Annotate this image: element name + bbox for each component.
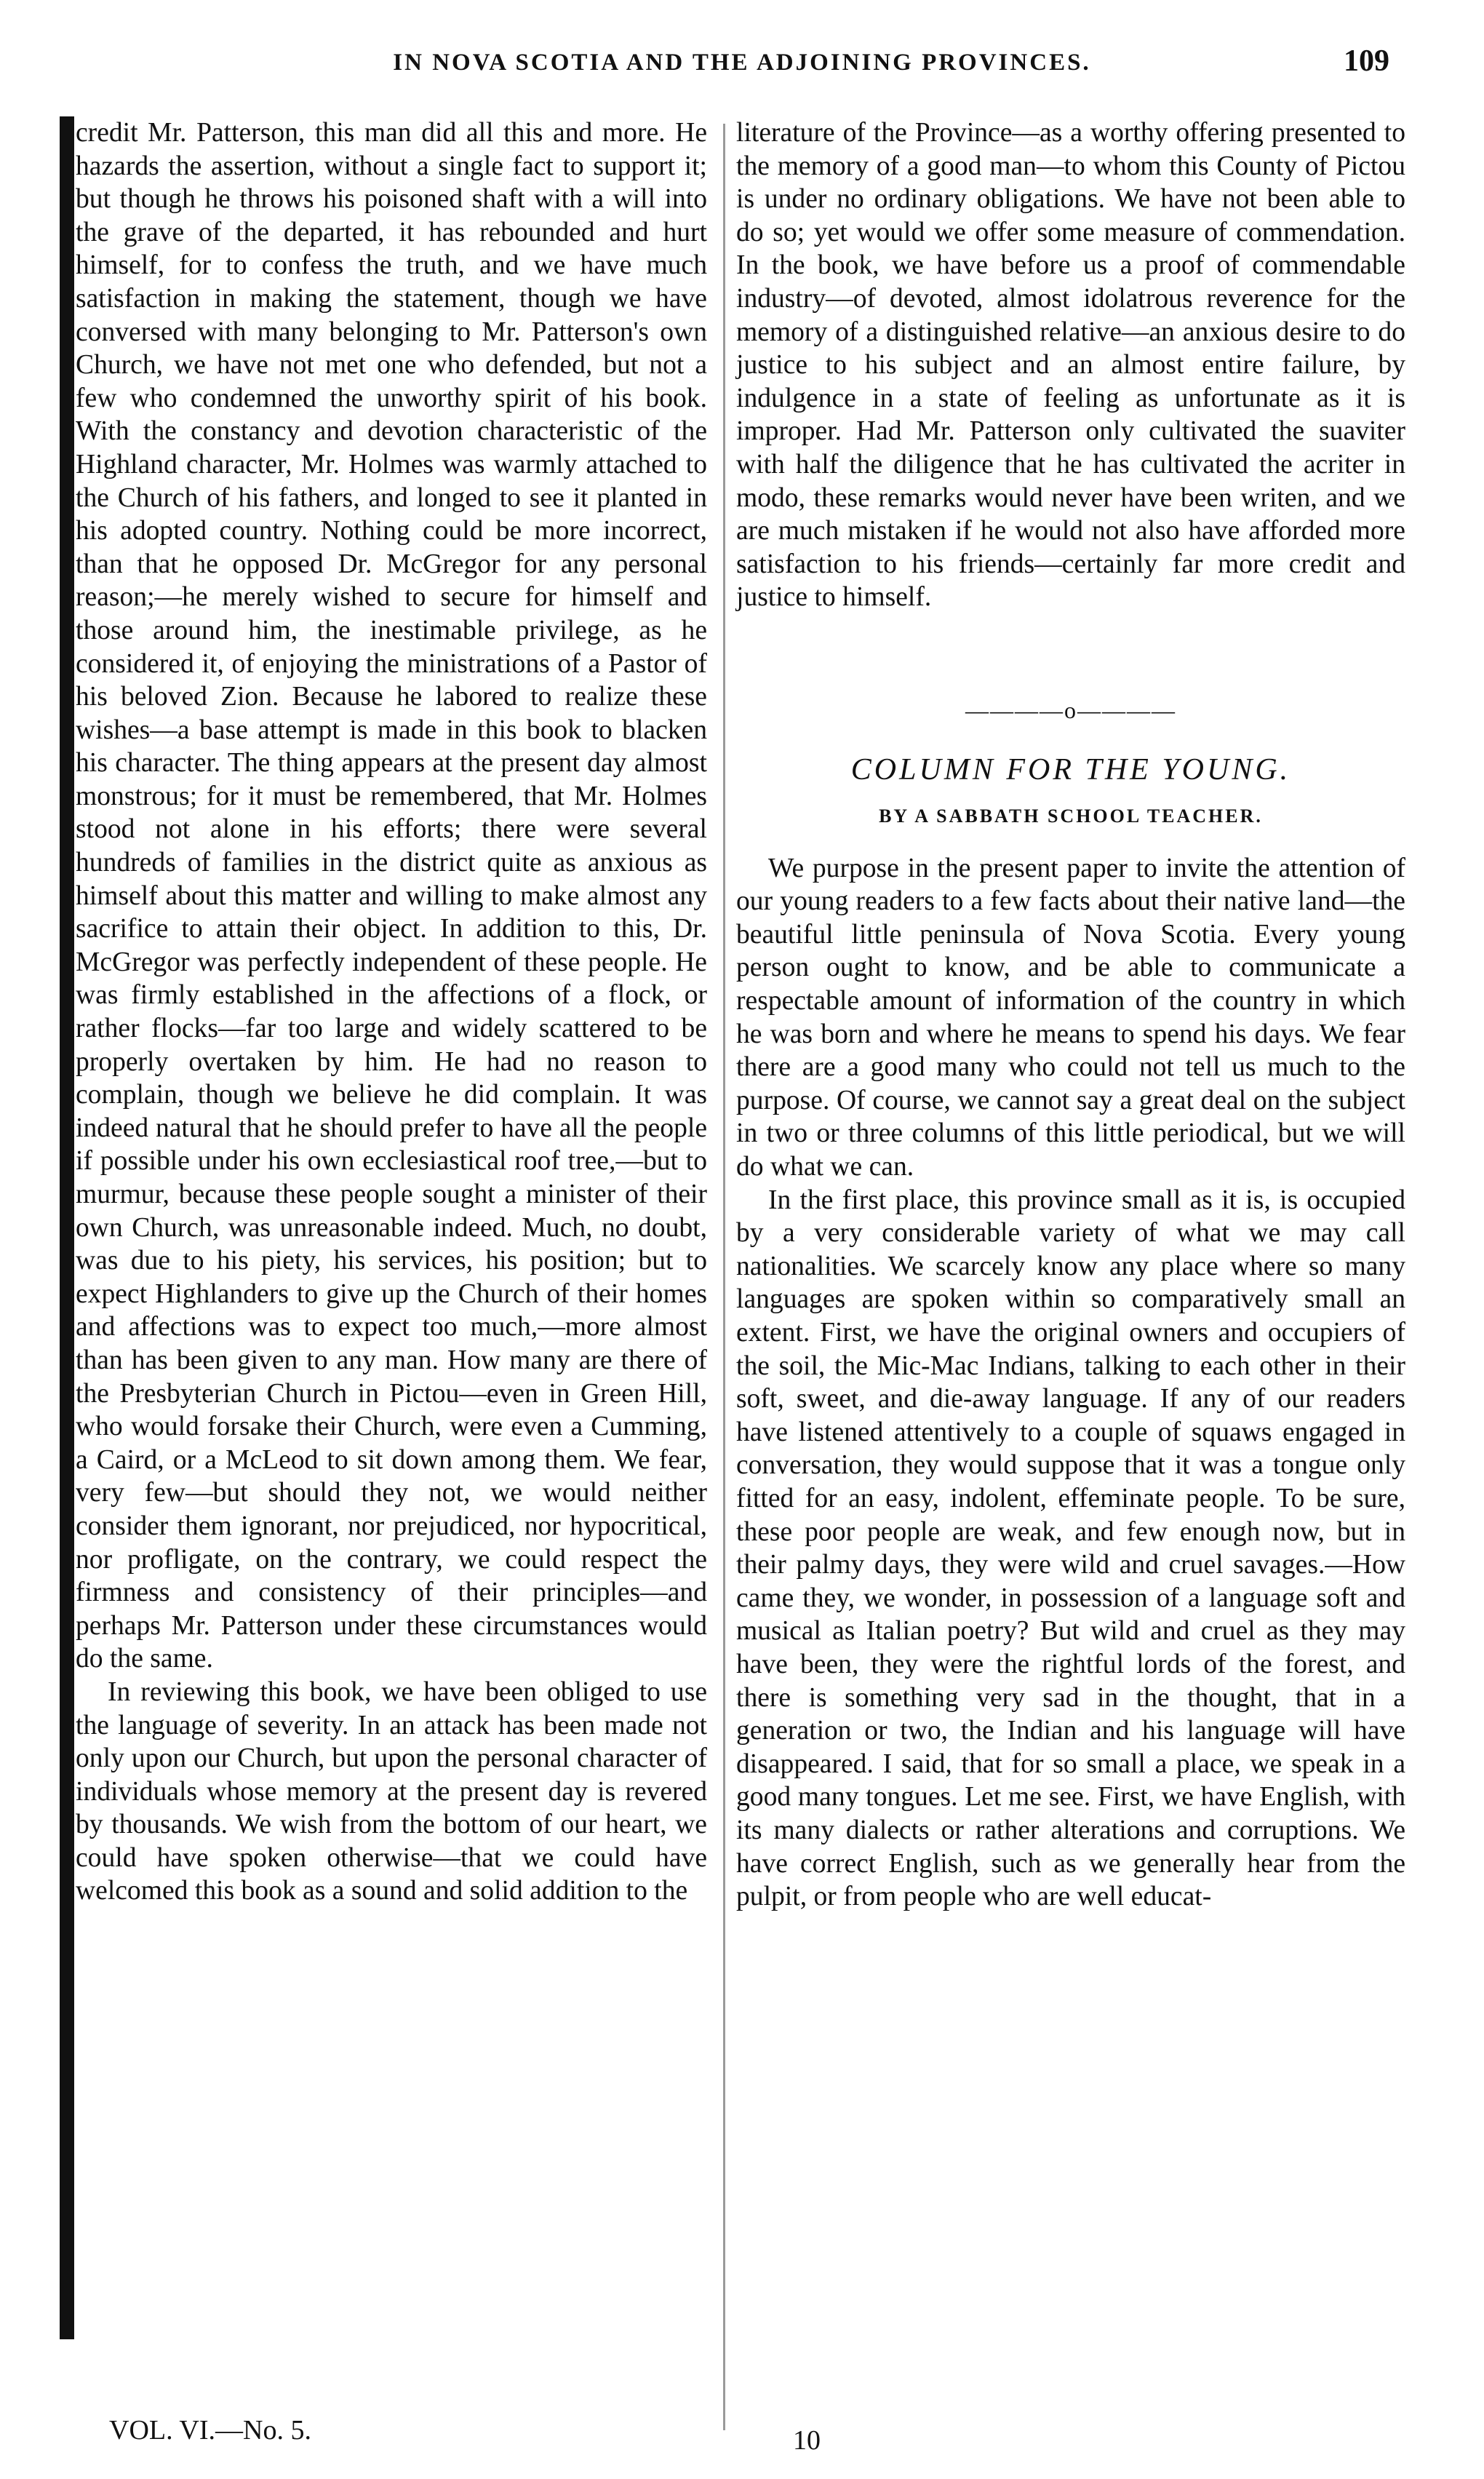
page-number: 109 bbox=[1344, 44, 1389, 78]
left-paragraph-1: credit Mr. Patterson, this man did all this and more. He hazards the assertion, without a single fact to support it; but though he throws his poisoned shaft with a will into the grave of the departed, it has rebounded and hurt himself, for to confess the truth, and we have much satisfaction in making the statement, though we have conversed with many belonging to Mr. Patterson's own Church, we have not met one who defended, but not a few who condemned the unworthy spirit of his book. With the constancy and devotion characteristic of the Highland character, Mr. Holmes was warmly attached to the Church of his fathers, and longed to see it planted in his adopted country. Nothing could be more incorrect, than that he opposed Dr. McGregor for any personal reason;—he merely wished to secure for himself and those around him, the inestimable privilege, as he considered it, of enjoying the ministrations of a Pastor of his beloved Zion. Because he labored to realize these wishes—a base attempt is made in this book to blacken his character. The thing appears at the present day almost monstrous; for it must be remembered, that Mr. Holmes stood not alone in his efforts; there were several hundreds of families in the district quite as anxious as himself about this matter and willing to make almost any sacrifice to attain their object. In addition to this, Dr. McGregor was perfectly independent of these people. He was firmly established in the affections of a flock, or rather flocks—far too large and widely scattered to be properly overtaken by him. He had no reason to complain, though we believe he did complain. It was indeed natural that he should prefer to have all the people if possible under his own ecclesiastical roof tree,—but to murmur, because these people sought a minister of their own Church, was unreasonable indeed. Much, no doubt, was due to his piety, his services, his position; but to expect Highlanders to give up the Church of their homes and affections was to expect too much,—more almost than has been given to any man. How many are there of the Presbyterian Church in Pictou—even in Green Hill, who would forsake their Church, were even a Cumming, a Caird, or a McLeod to sit down among them. We fear, very few—but should they not, we would neither consider them ignorant, nor prejudiced, nor hypocritical, nor profligate, on the contrary, we could respect the firmness and consistency of their principles—and perhaps Mr. Patterson under these circumstances would do the same. bbox=[76, 118, 707, 1674]
review-continuation: literature of the Province—as a worthy offering presented to the memory of a good man—to whom this County of Pictou is under no ordinary obligations. We have not been able to do so; yet would we offer some measure of commendation. In the book, we have before us a proof of commendable industry—of devoted, almost idolatrous reverence for the memory of a distinguished relative—an anxious desire to do justice to his subject and an almost entire failure, by indulgence in a state of feeling as unfortunate as it is improper. Had Mr. Patterson only cultivated the suaviter with half the diligence that he has cultivated the acriter in modo, these remarks would never have been writen, and we are much mistaken if he would not also have afforded more satisfaction to his friends—certainly far more credit and justice to himself. bbox=[736, 118, 1405, 613]
section-byline: BY A SABBATH SCHOOL TEACHER. bbox=[879, 805, 1263, 827]
signature-mark: 10 bbox=[793, 2425, 821, 2456]
volume-number: VOL. VI.—No. 5. bbox=[109, 2415, 311, 2446]
column-divider bbox=[723, 124, 725, 2430]
section-separator: ————o———— bbox=[965, 696, 1176, 723]
right-paragraph-1: We purpose in the present paper to invite the attention of our young readers to a few facts about their native land—the beautiful little peninsula of Nova Scotia. Every young person ought to know, and be able to communicate a respectable amount of information of the country in which he was born and where he means to spend his days. We fear there are a good many who could not tell us much to the purpose. Of course, we cannot say a great deal on the subject in two or three columns of this little periodical, but we will do what we can. bbox=[736, 853, 1405, 1182]
right-column bbox=[736, 116, 1405, 1914]
section-title: COLUMN FOR THE YOUNG. bbox=[850, 752, 1291, 787]
page-header bbox=[73, 44, 1411, 95]
left-column bbox=[76, 116, 707, 1908]
right-paragraph-2: In the first place, this province small as it is, is occupied by a very considerable variety of what we may call nationalities. We scarcely know any place where so many languages are spoken within so comparatively small an extent. First, we have the original owners and occupiers of the soil, the Mic-Mac Indians, talking to each other in their soft, sweet, and die-away language. If any of our readers have listened attentively to a couple of squaws engaged in conversation, they would suppose that it was a tongue only fitted for an easy, indolent, effeminate people. To be sure, these poor people are weak, and few enough now, but in their palmy days, they were wild and cruel savages.—How came they, we wonder, in possession of a language soft and musical as Italian poetry? But wild and cruel as they may have been, they were the rightful lords of the forest, and there is something very sad in the thought, that in a generation or two, the Indian and his language will have disappeared. I said, that for so small a place, we speak in a good many tongues. Let me see. First, we have English, with its many dialects or rather alterations and corruptions. We have correct English, such as we generally hear from the pulpit, or from people who are well educat- bbox=[736, 1185, 1405, 1912]
running-title: IN NOVA SCOTIA AND THE ADJOINING PROVINCES. bbox=[393, 49, 1091, 76]
left-paragraph-2: In reviewing this book, we have been obliged to use the language of severity. In an attack has been made not only upon our Church, but upon the personal character of individuals whose memory at the present day is revered by thousands. We wish from the bottom of our heart, we could have spoken otherwise—that we could have welcomed this book as a sound and solid addition to the bbox=[76, 1676, 707, 1906]
binding-shadow bbox=[60, 116, 74, 2339]
